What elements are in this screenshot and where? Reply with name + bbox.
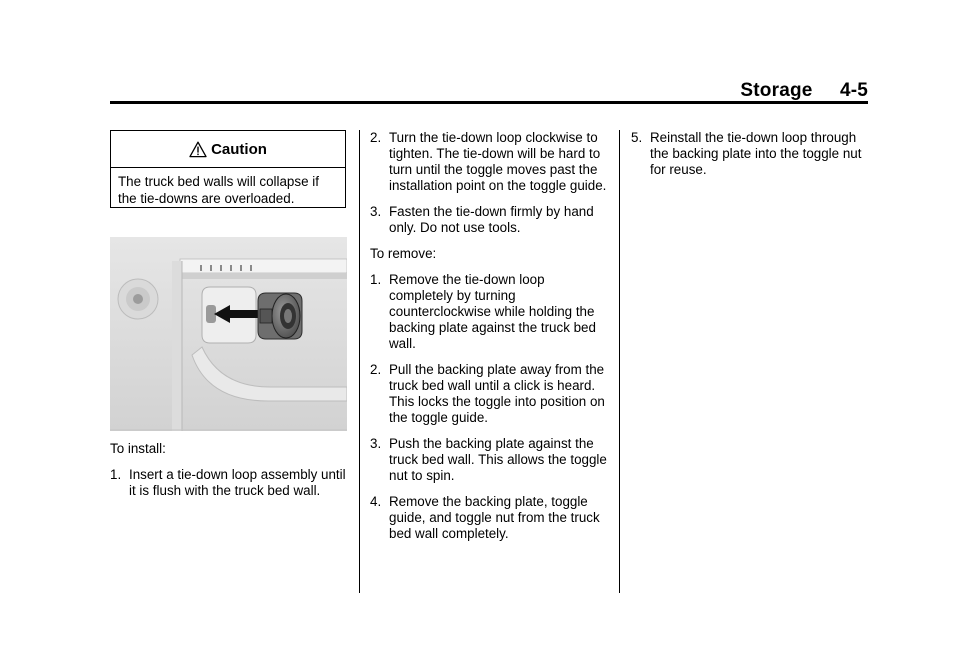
remove-step-5: [631, 130, 868, 178]
remove-step-1: [370, 272, 610, 352]
step-number: 1.: [370, 272, 382, 287]
warning-icon: [189, 141, 207, 158]
step-number: 4.: [370, 494, 382, 509]
step-text: Remove the tie-down loop completely by turning counterclockwise while holding the backing plate against the truck bed wall.: [389, 272, 596, 351]
step-number: 3.: [370, 436, 382, 451]
remove-step-4: [370, 494, 610, 542]
column-divider: [619, 130, 620, 593]
install-heading: To install:: [110, 441, 166, 456]
install-step-3: [370, 204, 610, 236]
step-number: 2.: [370, 362, 382, 377]
caution-box: [110, 130, 346, 208]
step-number: 3.: [370, 204, 382, 219]
install-step-1: [110, 467, 350, 499]
step-text: Insert a tie-down loop assembly until it is flush with the truck bed wall.: [129, 467, 346, 498]
column-3: [631, 130, 868, 188]
page-number: 4-5: [839, 80, 868, 101]
header-rule: [110, 101, 868, 104]
step-number: 2.: [370, 130, 382, 145]
section-name: Storage: [740, 80, 813, 101]
step-text: Reinstall the tie-down loop through the backing plate into the toggle nut for reuse.: [650, 130, 862, 177]
step-number: 1.: [110, 467, 122, 482]
column-1: [110, 441, 350, 509]
step-text: Push the backing plate against the truck bed wall. This allows the toggle nut to spin.: [389, 436, 607, 483]
tie-down-illustration: [110, 237, 347, 431]
step-number: 5.: [631, 130, 643, 145]
caution-title: Caution: [211, 140, 267, 158]
remove-heading: To remove:: [370, 246, 437, 261]
caution-text: The truck bed walls will collapse if the tie-downs are overloaded.: [118, 174, 319, 206]
column-2: [370, 130, 610, 552]
install-step-2: [370, 130, 610, 194]
step-text: Fasten the tie-down firmly by hand only. Do not use tools.: [389, 204, 594, 235]
header-title: [740, 80, 868, 102]
caution-header: [111, 131, 345, 168]
step-text: Pull the backing plate away from the truck bed wall until a click is heard. This locks the toggle into position on the toggle guide.: [389, 362, 605, 425]
column-divider: [359, 130, 360, 593]
remove-step-2: [370, 362, 610, 426]
step-text: Turn the tie-down loop clockwise to tighten. The tie-down will be hard to turn until the toggle moves past the installation point on the toggle guide.: [389, 130, 607, 193]
step-text: Remove the backing plate, toggle guide, and toggle nut from the truck bed wall completely.: [389, 494, 600, 541]
remove-step-3: [370, 436, 610, 484]
